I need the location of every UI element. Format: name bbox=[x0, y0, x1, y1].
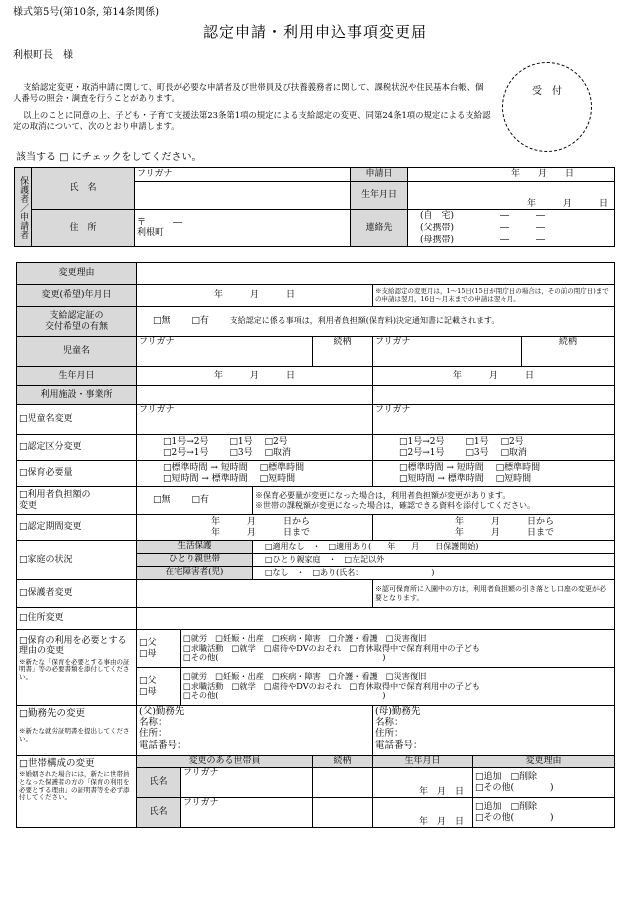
furigana-label: フリガナ bbox=[375, 337, 411, 347]
mother-checkbox-1[interactable]: □母 bbox=[139, 648, 157, 659]
postal-mark: 〒 ― bbox=[137, 217, 183, 228]
contact-mother-value[interactable]: ― ― bbox=[500, 235, 546, 246]
class-options-2[interactable]: □1号→2号 □1号 □2号 □2号→1号 □3号 □取消 bbox=[373, 435, 615, 461]
member-reason-2[interactable]: □追加 □削除 □その他( ) bbox=[473, 798, 615, 828]
member-name-label-1: 氏名 bbox=[137, 768, 181, 798]
facility-field-1[interactable] bbox=[137, 386, 373, 405]
furigana-label: フリガナ bbox=[375, 405, 411, 415]
facility-field-2[interactable] bbox=[373, 386, 615, 405]
care-reason-options-1[interactable]: □就労 □妊娠・出産 □疾病・障害 □介護・看護 □災害復旧 □求職活動 □就学 □虐待やDVのおそれ □育休取得中で保育利用中の子ども □その他( ) bbox=[181, 630, 615, 668]
certificate-note: 支給認定に係る事項は，利用者負担額(保育料)決定通知書に記載されます。 bbox=[229, 316, 500, 326]
birthdate-value[interactable]: 年 月 日 bbox=[408, 182, 615, 210]
welfare-label: 生活保護 bbox=[137, 541, 253, 554]
instruction: 該当する □ にチェックをしてください。 bbox=[16, 152, 202, 163]
member-birth-2[interactable]: 年 月 日 bbox=[373, 798, 473, 828]
child-birth-value-1[interactable]: 年 月 日 bbox=[137, 367, 373, 386]
single-parent-options[interactable]: □ひとり親家庭 ・ □左記以外 bbox=[253, 554, 615, 567]
child-birth-value-2[interactable]: 年 月 日 bbox=[373, 367, 615, 386]
town-name: 利根町 bbox=[137, 228, 165, 238]
guardian-change-field[interactable] bbox=[137, 580, 373, 608]
disabled-options[interactable]: □なし ・ □あり(氏名： ) bbox=[253, 567, 615, 580]
address-label: 住 所 bbox=[32, 210, 135, 247]
new-child-name-1[interactable] bbox=[137, 405, 373, 435]
form-number: 様式第5号(第10条, 第14条関係) bbox=[13, 7, 159, 18]
father-workplace[interactable]: (父)勤務先 名称： 住所： 電話番号： bbox=[137, 706, 373, 756]
applicant-table bbox=[14, 167, 615, 247]
father-checkbox-1[interactable]: □父 bbox=[139, 638, 157, 649]
birth-header: 生年月日 bbox=[373, 756, 473, 768]
child-name-field-2[interactable] bbox=[373, 337, 522, 367]
member-name-field-1[interactable]: フリガナ bbox=[181, 768, 313, 798]
relation-label-2: 続柄 bbox=[522, 337, 615, 367]
consent-paragraph-1: 支給認定変更・取消申請に関して、町長が必要な申請者及び世帯員及び扶養義務者に関して、課税状況や住民基本台帳、個人番号の照会・調査を行うことがあります。 bbox=[13, 82, 484, 103]
care-reason-checkbox[interactable]: □保育の利用を必要とする理由の変更 bbox=[19, 636, 127, 657]
disabled-label: 在宅障害者(児) bbox=[137, 567, 253, 580]
welfare-options[interactable]: □適用なし ・ □適用あり( 年 月 日保護開始) bbox=[253, 541, 615, 554]
single-parent-label: ひとり親世帯 bbox=[137, 554, 253, 567]
fee-change-checkbox[interactable]: □利用者負担額の 変更 bbox=[17, 487, 137, 515]
relation-label-1: 続柄 bbox=[313, 337, 373, 367]
contact-home-label: (自 宅) bbox=[420, 211, 455, 222]
child-birth-label: 生年月日 bbox=[17, 367, 137, 386]
member-name-field-2[interactable]: フリガナ bbox=[181, 798, 313, 828]
name-label: 氏 名 bbox=[32, 168, 135, 210]
new-child-name-2[interactable] bbox=[373, 405, 615, 435]
fee-yes-checkbox[interactable]: □有 bbox=[191, 495, 209, 506]
applicant-side-label: 保護者／申請者 bbox=[15, 168, 32, 247]
certificate-label: 支給認定証の 交付希望の有無 bbox=[17, 307, 137, 337]
certificate-yes-checkbox[interactable]: □有 bbox=[191, 316, 209, 327]
consent-paragraph-2: 以上のことに同意の上、子ども・子育て支援法第23条第1項の規定による支給認定の変更、同第24条1項の規定による支給認定の取消について、次のとおり申請します。 bbox=[13, 110, 491, 131]
change-date-label: 変更(希望)年月日 bbox=[17, 285, 137, 307]
application-date-label: 申請日 bbox=[351, 168, 408, 182]
care-options-1[interactable]: □標準時間 → 短時間 □標準時間 □短時間 → 標準時間 □短時間 bbox=[137, 461, 373, 487]
applicant-furigana[interactable]: フリガナ bbox=[135, 168, 351, 182]
child-name-label: 児童名 bbox=[17, 337, 137, 367]
change-reason-label: 変更理由 bbox=[17, 263, 137, 285]
change-reason-field[interactable] bbox=[137, 263, 615, 285]
contact-mother-label: (母携帯) bbox=[420, 235, 455, 246]
household-change-checkbox[interactable]: □世帯構成の変更 bbox=[19, 758, 95, 769]
class-options-1[interactable]: □1号→2号 □1号 □2号 □2号→1号 □3号 □取消 bbox=[137, 435, 373, 461]
household-note: ※婚姻された場合には，新たに世帯員となった保護者の方の「保育の利用を必要とする理由」の証明書等を必ず添付してください。 bbox=[19, 769, 130, 802]
workplace-note: ※新たな就労証明書を提出してください。 bbox=[19, 726, 130, 743]
address-field[interactable] bbox=[135, 210, 351, 247]
address-change-checkbox[interactable]: □住所変更 bbox=[17, 608, 137, 630]
change-date-value[interactable]: 年 月 日 bbox=[137, 285, 373, 307]
guardian-change-checkbox[interactable]: □保護者変更 bbox=[17, 580, 137, 608]
child-name-field-1[interactable] bbox=[137, 337, 313, 367]
care-reason-options-2[interactable]: □就労 □妊娠・出産 □疾病・障害 □介護・看護 □災害復旧 □求職活動 □就学 □虐待やDVのおそれ □育休取得中で保育利用中の子ども □その他( ) bbox=[181, 668, 615, 706]
care-options-2[interactable]: □標準時間 → 短時間 □標準時間 □短時間 → 標準時間 □短時間 bbox=[373, 461, 615, 487]
reason-header: 変更理由 bbox=[473, 756, 615, 768]
care-reason-note: ※新たな「保育を必要とする事由の証明書」等の必要書類を添付してください。 bbox=[19, 657, 130, 682]
contact-father-value[interactable]: ― ― bbox=[500, 223, 546, 234]
contact-home-value[interactable]: ― ― bbox=[500, 211, 546, 222]
fee-note-2: ※世帯の課税額が変更になった場合は，確認できる資料を添付してください。 bbox=[255, 500, 535, 510]
relation-header: 続柄 bbox=[313, 756, 373, 768]
furigana-label: フリガナ bbox=[139, 405, 175, 415]
fee-note-1: ※保育必要量が変更になった場合は，利用者負担額が変更があります。 bbox=[255, 491, 511, 501]
address-change-field[interactable] bbox=[137, 608, 615, 630]
member-birth-1[interactable]: 年 月 日 bbox=[373, 768, 473, 798]
furigana-label: フリガナ bbox=[139, 337, 175, 347]
member-reason-1[interactable]: □追加 □削除 □その他( ) bbox=[473, 768, 615, 798]
addressee: 利根町長 様 bbox=[13, 50, 73, 61]
member-header: 変更のある世帯員 bbox=[137, 756, 313, 768]
member-relation-2[interactable] bbox=[313, 798, 373, 828]
mother-checkbox-2[interactable]: □母 bbox=[139, 686, 157, 697]
workplace-change-checkbox[interactable]: □勤務先の変更 bbox=[19, 708, 85, 719]
period-1[interactable]: 年 月 日から 年 月 日まで bbox=[137, 515, 373, 541]
contact-father-label: (父携帯) bbox=[420, 223, 455, 234]
certification-class-change-checkbox[interactable]: □認定区分変更 bbox=[17, 435, 137, 461]
change-date-note: ※支給認定の変更月は，1～15日(15日が閉庁日の場合は，その前の閉庁日)までの申請は翌月，16日～月末までの申請は翌々月。 bbox=[373, 285, 615, 307]
reception-stamp-circle bbox=[502, 62, 592, 152]
fee-none-checkbox[interactable]: □無 bbox=[153, 495, 171, 506]
mother-workplace[interactable]: (母)勤務先 名称： 住所： 電話番号： bbox=[373, 706, 615, 756]
certificate-none-checkbox[interactable]: □無 bbox=[153, 316, 171, 327]
application-date-value[interactable]: 年 月 日 bbox=[408, 168, 615, 182]
member-relation-1[interactable] bbox=[313, 768, 373, 798]
father-checkbox-2[interactable]: □父 bbox=[139, 676, 157, 687]
facility-label: 利用施設・事業所 bbox=[17, 386, 137, 405]
guardian-note: ※認可保育所に入園中の方は，利用者負担額の引き落とし口座の変更が必要となります。 bbox=[373, 580, 615, 608]
contact-label: 連絡先 bbox=[351, 210, 408, 247]
member-name-label-2: 氏名 bbox=[137, 798, 181, 828]
family-status-checkbox[interactable]: □家庭の状況 bbox=[17, 541, 137, 580]
applicant-name-field[interactable] bbox=[135, 182, 351, 210]
reception-stamp-label: 受 付 bbox=[532, 86, 562, 97]
child-name-change-checkbox[interactable]: □児童名変更 bbox=[17, 405, 137, 435]
period-2[interactable]: 年 月 日から 年 月 日まで bbox=[373, 515, 615, 541]
period-change-checkbox[interactable]: □認定期間変更 bbox=[17, 515, 137, 541]
care-amount-checkbox[interactable]: □保育必要量 bbox=[17, 461, 137, 487]
change-table bbox=[16, 262, 615, 828]
birthdate-label: 生年月日 bbox=[351, 182, 408, 210]
page-title: 認定申請・利用申込事項変更届 bbox=[202, 23, 427, 41]
